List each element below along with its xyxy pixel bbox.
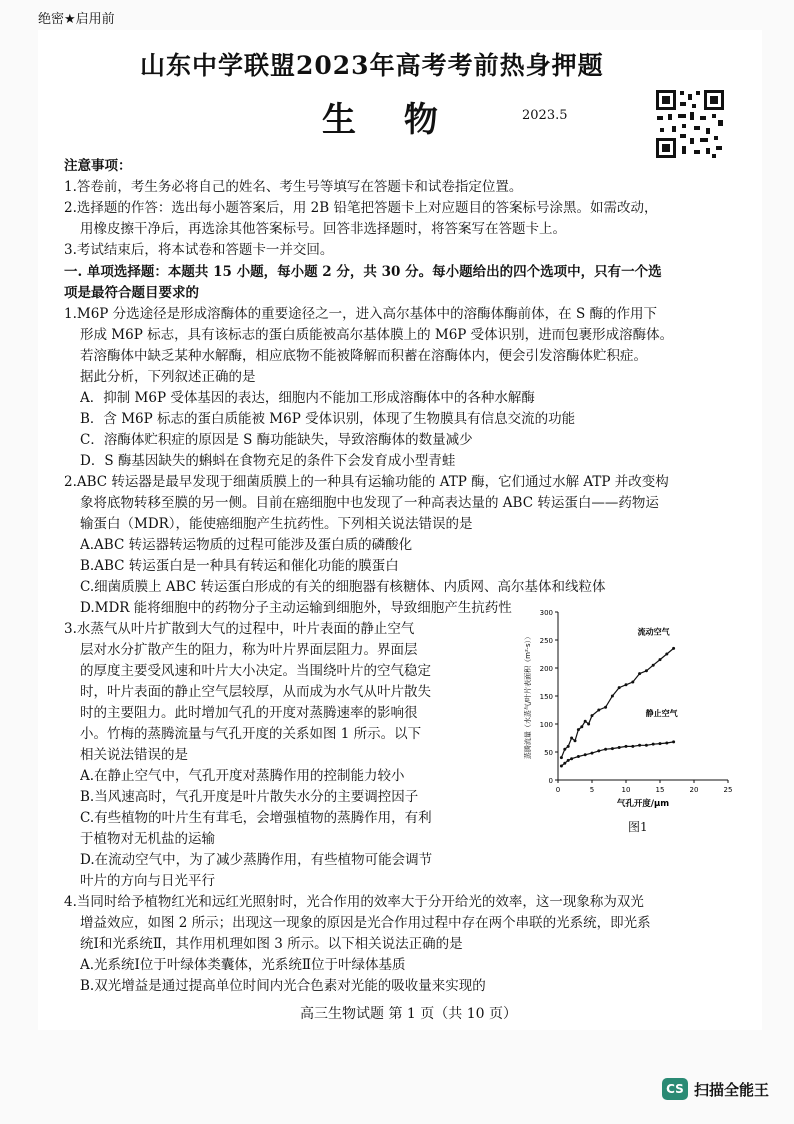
page-footer: 高三生物试题 第 1 页（共 10 页） <box>300 1006 517 1022</box>
question-3-stem: 时的主要阻力。此时增加气孔的开度对蒸腾速率的影响很 <box>80 705 418 721</box>
notes-heading: 注意事项： <box>64 158 132 174</box>
exam-title: 山东中学联盟2023年高考考前热身押题 <box>140 51 604 80</box>
y-tick-label: 0 <box>548 777 553 785</box>
question-2-stem: 象将底物转移至膜的另一侧。目前在癌细胞中也发现了一种高表达量的 ABC 转运蛋白——药物运 <box>80 495 659 511</box>
x-tick-label: 0 <box>555 786 561 794</box>
x-tick-label: 10 <box>621 786 631 794</box>
legend-label: 静止空气 <box>645 708 678 718</box>
x-tick-label: 20 <box>689 786 699 794</box>
question-1-stem: 1.M6P 分选途径是形成溶酶体的重要途径之一，进入高尔基体中的溶酶体酶前体，在 S 酶的作用下 <box>64 306 657 322</box>
question-1-stem: 形成 M6P 标志，具有该标志的蛋白质能被高尔基体膜上的 M6P 受体识别，进而包裹形成溶酶体。 <box>80 327 674 343</box>
y-tick-label: 200 <box>539 665 553 673</box>
question-1-option-c: C．溶酶体贮积症的原因是 S 酶功能缺失，导致溶酶体的数量减少 <box>80 432 473 448</box>
question-3-option-d: 叶片的方向与日光平行 <box>80 873 215 889</box>
section-heading: 项是最符合题目要求的 <box>64 285 199 301</box>
y-axis-label: 蒸腾流量（水蒸气/叶片表面积（m²·s）） <box>524 632 532 760</box>
series-line <box>561 742 673 766</box>
exam-date: 2023.5 <box>522 108 568 123</box>
question-1-option-b: B．含 M6P 标志的蛋白质能被 M6P 受体识别，体现了生物膜具有信息交流的功能 <box>80 411 576 427</box>
secret-label: 绝密★启用前 <box>38 12 115 27</box>
question-2-option-b: B.ABC 转运蛋白是一种具有转运和催化功能的膜蛋白 <box>80 558 399 574</box>
question-2-stem: 2.ABC 转运器是最早发现于细菌质膜上的一种具有运输功能的 ATP 酶，它们通过水解 ATP 并改变构 <box>64 474 669 490</box>
x-tick-label: 15 <box>655 786 665 794</box>
notes-item: 1.答卷前，考生务必将自己的姓名、考生号等填写在答题卡和试卷指定位置。 <box>64 179 523 195</box>
legend-label: 流动空气 <box>637 627 670 637</box>
question-4-stem: 增益效应，如图 2 所示；出现这一现象的原因是光合作用过程中存在两个串联的光系统，即光系 <box>80 915 651 931</box>
question-2-stem: 输蛋白（MDR），能使癌细胞产生抗药性。下列相关说法错误的是 <box>80 516 473 532</box>
question-3-stem: 的厚度主要受风速和叶片大小决定。当围绕叶片的空气稳定 <box>80 663 431 679</box>
section-heading: 一. 单项选择题：本题共 15 小题，每小题 2 分，共 30 分。每小题给出的四个选项中，只有一个选 <box>64 264 662 280</box>
question-3-option-b: B.当风速高时，气孔开度是叶片散失水分的主要调控因子 <box>80 789 419 805</box>
question-3-option-c: 于植物对无机盐的运输 <box>80 831 215 847</box>
question-3-option-d: D.在流动空气中，为了减少蒸腾作用，有些植物可能会调节 <box>80 852 433 868</box>
x-tick-label: 25 <box>723 786 733 794</box>
notes-item: 2.选择题的作答：选出每小题答案后，用 2B 铅笔把答题卡上对应题目的答案标号涂黑。如需改动， <box>64 200 658 216</box>
question-2-option-c: C.细菌质膜上 ABC 转运蛋白形成的有关的细胞器有核糖体、内质网、高尔基体和线粒体 <box>80 579 606 595</box>
x-tick-label: 5 <box>589 786 595 794</box>
question-3-option-c: C.有些植物的叶片生有茸毛，会增强植物的蒸腾作用，有利 <box>80 810 432 826</box>
question-1-option-d: D．S 酶基因缺失的蝌蚪在食物充足的条件下会发育成小型青蛙 <box>80 453 456 469</box>
y-tick-label: 300 <box>539 609 553 617</box>
question-3-stem: 层对水分扩散产生的阻力，称为叶片界面层阻力。界面层 <box>80 642 418 658</box>
question-2-option-a: A.ABC 转运器转运物质的过程可能涉及蛋白质的磷酸化 <box>80 537 413 553</box>
question-3-option-a: A.在静止空气中，气孔开度对蒸腾作用的控制能力较小 <box>80 768 405 784</box>
question-1-stem: 据此分析，下列叙述正确的是 <box>80 369 256 385</box>
figure-1-chart <box>520 600 750 832</box>
series-line <box>561 648 673 757</box>
y-tick-label: 100 <box>539 721 553 729</box>
question-3-stem: 相关说法错误的是 <box>80 747 188 763</box>
question-3-stem: 小。竹梅的蒸腾流量与气孔开度的关系如图 1 所示。以下 <box>80 726 422 742</box>
qr-code-icon[interactable] <box>654 88 726 160</box>
y-tick-label: 150 <box>539 693 553 701</box>
question-3-stem: 3.水蒸气从叶片扩散到大气的过程中，叶片表面的静止空气 <box>64 621 415 637</box>
notes-item: 3.考试结束后，将本试卷和答题卡一并交回。 <box>64 242 334 258</box>
question-3-stem: 时，叶片表面的静止空气层较厚，从而成为水气从叶片散失 <box>80 684 431 700</box>
y-tick-label: 50 <box>544 749 553 757</box>
figure-caption: 图1 <box>628 820 648 834</box>
subject-title: 生 物 <box>322 100 456 140</box>
notes-item: 用橡皮擦干净后，再选涂其他答案标号。回答非选择题时，将答案写在答题卡上。 <box>80 221 566 237</box>
camscanner-logo-icon: CS <box>662 1078 688 1100</box>
question-1-stem: 若溶酶体中缺乏某种水解酶，相应底物不能被降解而积蓄在溶酶体内，便会引发溶酶体贮积症。 <box>80 348 647 364</box>
question-2-option-d: D.MDR 能将细胞中的药物分子主动运输到细胞外，导致细胞产生抗药性 <box>80 600 512 616</box>
question-4-stem: 4.当同时给予植物红光和远红光照射时，光合作用的效率大于分开给光的效率，这一现象称为双光 <box>64 894 644 910</box>
scanner-label: 扫描全能王 <box>694 1080 770 1099</box>
x-axis-label: 气孔开度/μm <box>616 799 670 809</box>
question-4-stem: 统Ⅰ和光系统Ⅱ，其作用机理如图 3 所示。以下相关说法正确的是 <box>80 936 463 952</box>
question-4-option-a: A.光系统Ⅰ位于叶绿体类囊体，光系统Ⅱ位于叶绿体基质 <box>80 957 406 973</box>
y-tick-label: 250 <box>539 637 553 645</box>
scanner-watermark <box>662 1078 769 1100</box>
question-4-option-b: B.双光增益是通过提高单位时间内光合色素对光能的吸收量来实现的 <box>80 978 486 994</box>
question-1-option-a: A．抑制 M6P 受体基因的表达，细胞内不能加工形成溶酶体中的各种水解酶 <box>80 390 535 406</box>
